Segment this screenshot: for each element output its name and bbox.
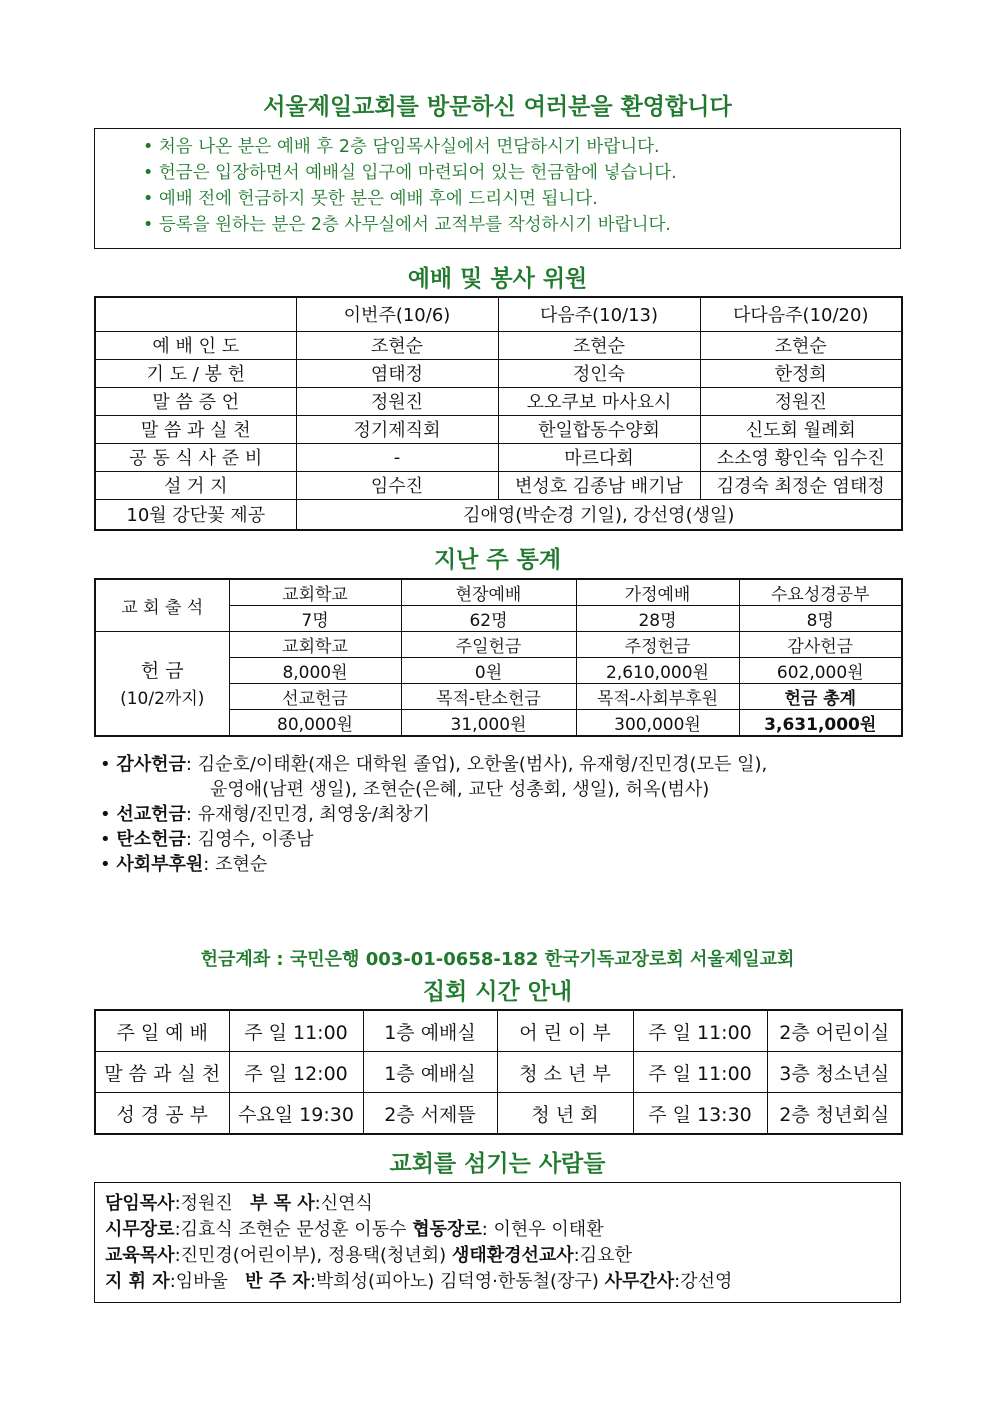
note-thanks-cont: 윤영애(남편 생일), 조현순(은혜, 교단 성총회, 생일), 허옥(범사) [210, 779, 710, 800]
table-cell: 김경숙 최정순 염태정 [700, 471, 902, 499]
staff-line: 시무장로:김효식 조현순 문성훈 이동수 협동장로: 이현우 이태환 [105, 1219, 604, 1240]
welcome-item: • 예배 전에 헌금하지 못한 분은 예배 후에 드리시면 됩니다. [143, 189, 598, 209]
table-cell: 주 일 13:30 [633, 1093, 767, 1135]
table-header-cell: 목적-사회부후원 [576, 684, 739, 710]
table-header-cell: 다음주(10/13) [498, 297, 700, 331]
flower-value: 김애영(박순경 기일), 강선영(생일) [296, 499, 902, 530]
table-cell: 2,610,000원 [576, 658, 739, 684]
total-offering: 3,631,000원 [739, 710, 902, 737]
welcome-item: • 등록을 원하는 분은 2층 사무실에서 교적부를 작성하시기 바랍니다. [143, 215, 671, 235]
row-label: 설 거 지 [95, 471, 296, 499]
table-cell: 2층 서제뜰 [363, 1093, 497, 1135]
table-cell: 주 일 11:00 [229, 1010, 363, 1052]
table-cell: 어 린 이 부 [497, 1010, 633, 1052]
row-label: 공 동 식 사 준 비 [95, 443, 296, 471]
table-header-cell: 주정헌금 [576, 632, 739, 658]
table-cell: 신도회 월례회 [700, 415, 902, 443]
offering-account: 헌금계좌 : 국민은행 003-01-0658-182 한국기독교장로회 서울제일교회 [200, 949, 795, 970]
table-row [95, 579, 902, 606]
worship-table [94, 296, 903, 531]
table-cell: 조현순 [498, 331, 700, 359]
table-row [95, 415, 902, 443]
table-header-cell: 교회학교 [229, 579, 401, 606]
table-header-cell: 가정예배 [576, 579, 739, 606]
staff-line: 교육목사:진민경(어린이부), 정용택(청년회) 생태환경선교사:김요한 [105, 1245, 632, 1266]
table-cell: 한정희 [700, 359, 902, 387]
table-cell: 주 일 11:00 [633, 1010, 767, 1052]
table-cell: 정인숙 [498, 359, 700, 387]
note-carbon: • 탄소헌금: 김영수, 이종남 [100, 829, 314, 850]
table-cell: 28명 [576, 606, 739, 632]
staff-box [94, 1182, 901, 1303]
table-cell [95, 297, 296, 331]
stats-table [94, 578, 903, 737]
meetings-title: 집회 시간 안내 [422, 979, 573, 1005]
table-row [95, 632, 902, 658]
table-row [95, 1093, 902, 1135]
table-cell: 성 경 공 부 [95, 1093, 229, 1135]
table-cell: - [296, 443, 498, 471]
table-row [95, 331, 902, 359]
table-cell: 말 씀 과 실 천 [95, 1052, 229, 1093]
stats-title: 지난 주 통계 [433, 547, 562, 573]
table-cell: 7명 [229, 606, 401, 632]
table-cell: 8,000원 [229, 658, 401, 684]
offering-label: 헌 금 [140, 659, 184, 682]
table-cell: 소소영 황인숙 임수진 [700, 443, 902, 471]
note-thanks: • 감사헌금: 김순호/이태환(재은 대학원 졸업), 오한울(범사), 유재형/진민경(모든 일), [100, 754, 768, 775]
row-label: 기 도 / 봉 헌 [95, 359, 296, 387]
table-header-cell: 수요성경공부 [739, 579, 902, 606]
table-header-cell: 감사헌금 [739, 632, 902, 658]
row-label: 말 씀 증 언 [95, 387, 296, 415]
welcome-title: 서울제일교회를 방문하신 여러분을 환영합니다 [263, 94, 732, 120]
welcome-item: • 헌금은 입장하면서 예배실 입구에 마련되어 있는 헌금함에 넣습니다. [143, 163, 677, 183]
note-mission: • 선교헌금: 유재형/진민경, 최영웅/최창기 [100, 804, 430, 825]
table-header-cell: 현장예배 [401, 579, 576, 606]
table-cell: 청 년 회 [497, 1093, 633, 1135]
welcome-box [94, 128, 901, 249]
table-cell: 602,000원 [739, 658, 902, 684]
table-cell: 300,000원 [576, 710, 739, 737]
table-header-cell: 선교헌금 [229, 684, 401, 710]
table-cell: 정기제직회 [296, 415, 498, 443]
table-cell: 정원진 [296, 387, 498, 415]
table-cell: 2층 청년회실 [767, 1093, 902, 1135]
table-cell: 80,000원 [229, 710, 401, 737]
table-row [95, 1010, 902, 1052]
table-header-row [95, 297, 902, 331]
table-cell: 주 일 예 배 [95, 1010, 229, 1052]
row-label: 10월 강단꽃 제공 [95, 499, 296, 530]
table-header-cell: 헌금 총계 [739, 684, 902, 710]
table-cell: 수요일 19:30 [229, 1093, 363, 1135]
table-header-cell: 이번주(10/6) [296, 297, 498, 331]
meetings-table [94, 1009, 903, 1135]
note-social: • 사회부후원: 조현순 [100, 854, 268, 875]
row-label: 교 회 출 석 [95, 579, 229, 632]
table-cell: 62명 [401, 606, 576, 632]
table-cell: 31,000원 [401, 710, 576, 737]
table-cell: 2층 어린이실 [767, 1010, 902, 1052]
table-row [95, 499, 902, 530]
worship-title: 예배 및 봉사 위원 [407, 266, 588, 292]
table-cell: 정원진 [700, 387, 902, 415]
table-cell: 조현순 [296, 331, 498, 359]
table-cell: 마르다회 [498, 443, 700, 471]
row-label [95, 632, 229, 737]
table-cell: 1층 예배실 [363, 1052, 497, 1093]
table-cell: 1층 예배실 [363, 1010, 497, 1052]
table-header-cell: 다다음주(10/20) [700, 297, 902, 331]
table-cell: 주 일 11:00 [633, 1052, 767, 1093]
row-label: 예 배 인 도 [95, 331, 296, 359]
staff-line: 담임목사:정원진 부 목 사:신연식 [105, 1193, 373, 1214]
table-row [95, 443, 902, 471]
table-header-cell: 목적-탄소헌금 [401, 684, 576, 710]
welcome-item: • 처음 나온 분은 예배 후 2층 담임목사실에서 면담하시기 바랍니다. [143, 137, 660, 157]
table-row [95, 471, 902, 499]
offering-notes [100, 752, 767, 877]
table-header-cell: 주일헌금 [401, 632, 576, 658]
staff-title: 교회를 섬기는 사람들 [389, 1151, 606, 1177]
staff-line: 지 휘 자:임바울 반 주 자:박희성(피아노) 김덕영·한동철(장구) 사무간사:강선영 [105, 1271, 733, 1292]
table-row [95, 1052, 902, 1093]
table-cell: 0원 [401, 658, 576, 684]
table-row [95, 387, 902, 415]
table-cell: 주 일 12:00 [229, 1052, 363, 1093]
table-cell: 8명 [739, 606, 902, 632]
table-cell: 변성호 김종남 배기남 [498, 471, 700, 499]
table-header-cell: 교회학교 [229, 632, 401, 658]
table-cell: 염태정 [296, 359, 498, 387]
table-cell: 한일합동수양회 [498, 415, 700, 443]
table-cell: 조현순 [700, 331, 902, 359]
table-cell: 3층 청소년실 [767, 1052, 902, 1093]
table-row [95, 359, 902, 387]
table-cell: 오오쿠보 마사요시 [498, 387, 700, 415]
table-cell: 청 소 년 부 [497, 1052, 633, 1093]
table-cell: 임수진 [296, 471, 498, 499]
row-label: 말 씀 과 실 천 [95, 415, 296, 443]
offering-sublabel: (10/2까지) [120, 688, 205, 709]
